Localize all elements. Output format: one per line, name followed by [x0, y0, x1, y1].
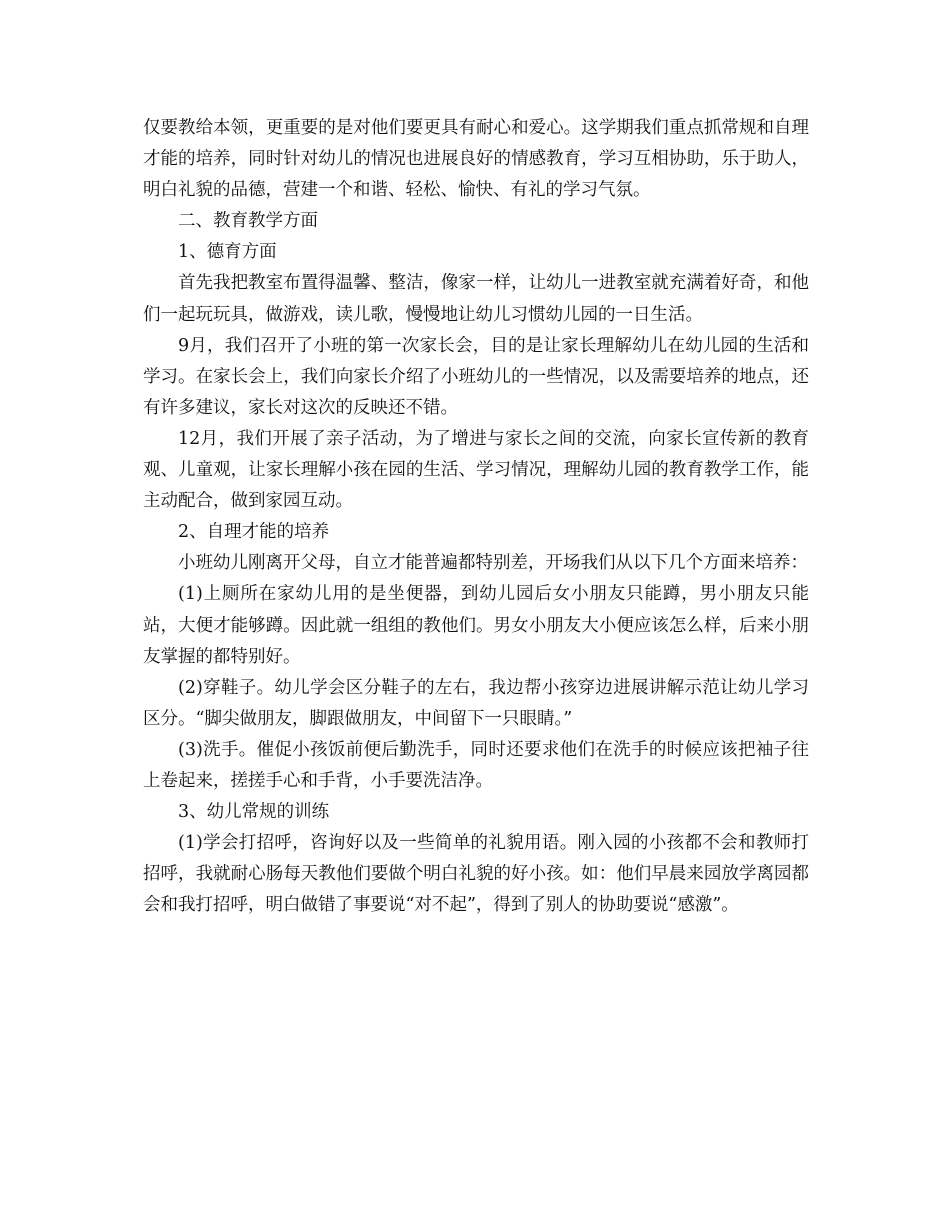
paragraph-classroom: 首先我把教室布置得温馨、整洁，像家一样，让幼儿一进教室就充满着好奇，和他们一起玩玩具，做游戏，读儿歌，慢慢地让幼儿习惯幼儿园的一日生活。 — [143, 273, 809, 325]
paragraph-parent-child-activity: 12月，我们开展了亲子活动，为了增进与家长之间的交流，向家长宣传新的教育观、儿童观，让家长理解小孩在园的生活、学习情况，理解幼儿园的教育教学工作，能主动配合，做到家园互动。 — [143, 428, 809, 512]
section-heading-education: 二、教育教学方面 — [178, 211, 318, 232]
subheading-routine-training: 3、幼儿常规的训练 — [178, 802, 330, 823]
list-item-toilet: (1)上厕所在家幼儿用的是坐便器，到幼儿园后女小朋友只能蹲，男小朋友只能站，大便才能够蹲。因此就一组组的教他们。男女小朋友大小便应该怎么样，后来小朋友掌握的都特别好。 — [143, 584, 809, 667]
paragraph-continuation: 仅要教给本领，更重要的是对他们要更具有耐心和爱心。这学期我们重点抓常规和自理才能的培养，同时针对幼儿的情况也进展良好的情感教育，学习互相协助，乐于助人，明白礼貌的品德，营建一个和谐、轻松、愉快、有礼的学习气氛。 — [143, 118, 809, 201]
list-item-handwashing: (3)洗手。催促小孩饭前便后勤洗手，同时还要求他们在洗手的时候应该把袖子往上卷起来，搓搓手心和手背，小手要洗洁净。 — [143, 739, 809, 791]
subheading-self-care: 2、自理才能的培养 — [178, 522, 330, 543]
list-item-greeting: (1)学会打招呼，咨询好以及一些简单的礼貌用语。刚入园的小孩都不会和教师打招呼，我就耐心肠每天教他们要做个明白礼貌的好小孩。如：他们早晨来园放学离园都会和我打招呼，明白做错了事要说“对不起”，得到了别人的协助要说“感激”。 — [143, 833, 809, 916]
paragraph-parent-meeting: 9月，我们召开了小班的第一次家长会，目的是让家长理解幼儿在幼儿园的生活和学习。在家长会上，我们向家长介绍了小班幼儿的一些情况，以及需要培养的地点，还有许多建议，家长对这次的反映还不错。 — [143, 335, 809, 418]
paragraph-self-care-intro: 小班幼儿刚离开父母，自立才能普遍都特别差，开场我们从以下几个方面来培养： — [178, 553, 808, 574]
list-item-shoes: (2)穿鞋子。幼儿学会区分鞋子的左右，我边帮小孩穿边进展讲解示范让幼儿学习区分。“脚尖做朋友，脚跟做朋友，中间留下一只眼睛。” — [143, 677, 809, 729]
document-body — [143, 113, 809, 921]
subheading-moral-education: 1、德育方面 — [178, 242, 277, 263]
